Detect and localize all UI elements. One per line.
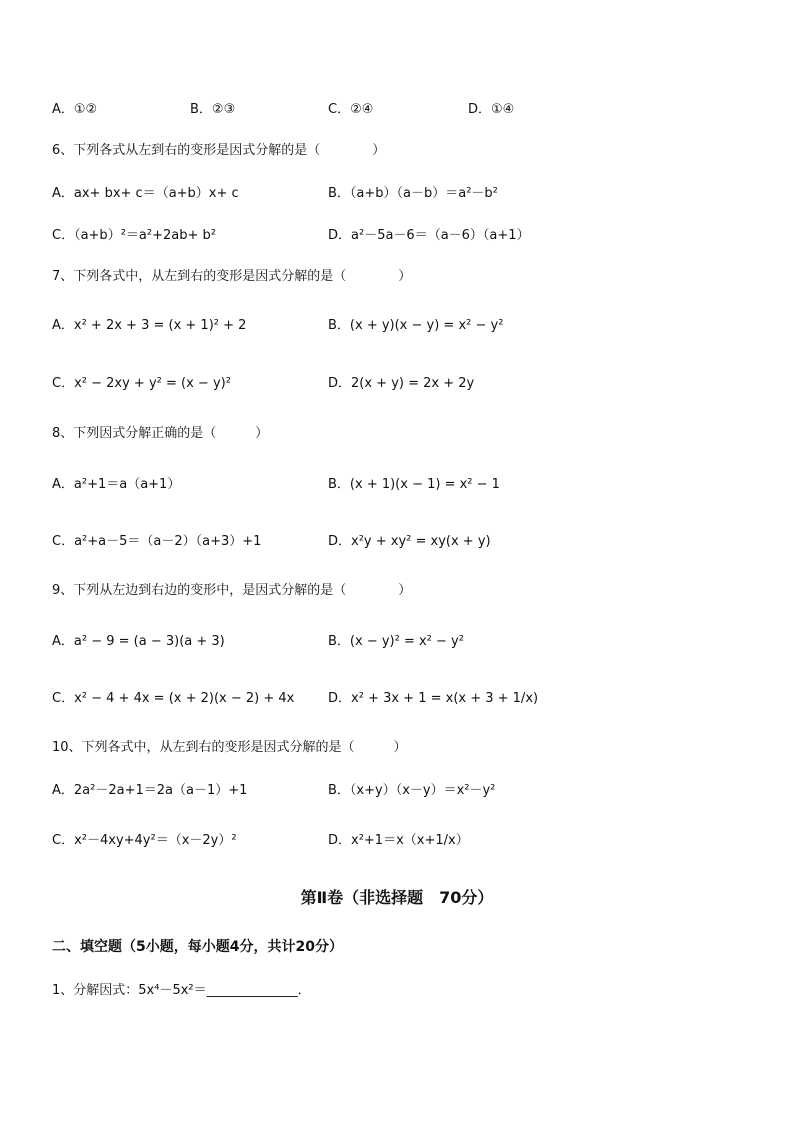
q10-option-a: A．2a²－2a+1＝2a（a－1）+1	[52, 783, 248, 798]
q7-option-c: C．x² − 2xy + y² = (x − y)²	[52, 376, 231, 391]
q6-option-b: B．（a+b）（a－b）＝a²－b²	[328, 186, 498, 201]
q9-stem: 9、下列从左边到右边的变形中，是因式分解的是（ ）	[52, 583, 412, 598]
q9-option-c: C．x² − 4 + 4x = (x + 2)(x − 2) + 4x	[52, 691, 295, 706]
q8-stem: 8、下列因式分解正确的是（ ）	[52, 426, 269, 441]
q7-option-b: B．(x + y)(x − y) = x² − y²	[328, 318, 504, 333]
part2-title: 第Ⅱ卷（非选择题 70分）	[300, 888, 494, 907]
q6-option-a: A．ax+ bx+ c＝（a+b）x+ c	[52, 186, 239, 201]
q5-option-d: D．①④	[468, 102, 515, 117]
q10-stem: 10、下列各式中，从左到右的变形是因式分解的是（ ）	[52, 740, 407, 755]
q7-option-d: D．2(x + y) = 2x + 2y	[328, 376, 475, 391]
q5-option-b: B．②③	[190, 102, 236, 117]
q8-option-a: A．a²+1＝a（a+1）	[52, 477, 181, 492]
q9-option-b: B．(x − y)² = x² − y²	[328, 634, 464, 649]
q8-option-c: C．a²+a－5＝（a－2）（a+3）+1	[52, 534, 262, 549]
section2-heading: 二、填空题（5小题，每小题4分，共计20分）	[52, 939, 343, 955]
q9-option-d: D．x² + 3x + 1 = x(x + 3 + 1/x)	[328, 691, 539, 706]
q10-option-c: C．x²－4xy+4y²＝（x－2y）²	[52, 833, 237, 848]
q9-option-a: A．a² − 9 = (a − 3)(a + 3)	[52, 634, 225, 649]
q10-option-d: D．x²+1＝x（x+1/x）	[328, 833, 469, 848]
q8-option-d: D．x²y + xy² = xy(x + y)	[328, 534, 491, 549]
q5-option-c: C．②④	[328, 102, 374, 117]
q6-option-c: C．（a+b）²＝a²+2ab+ b²	[52, 228, 216, 243]
q7-stem: 7、下列各式中，从左到右的变形是因式分解的是（ ）	[52, 269, 412, 284]
q6-option-d: D．a²－5a－6＝（a－6）（a+1）	[328, 228, 530, 243]
q7-option-a: A．x² + 2x + 3 = (x + 1)² + 2	[52, 318, 247, 333]
q10-option-b: B．（x+y）（x－y）＝x²－y²	[328, 783, 496, 798]
fill-question-1: 1、分解因式：5x⁴－5x²＝______________．	[52, 983, 311, 998]
q5-option-a: A．①②	[52, 102, 98, 117]
q6-stem: 6、下列各式从左到右的变形是因式分解的是（ ）	[52, 143, 386, 158]
q8-option-b: B．(x + 1)(x − 1) = x² − 1	[328, 477, 500, 492]
